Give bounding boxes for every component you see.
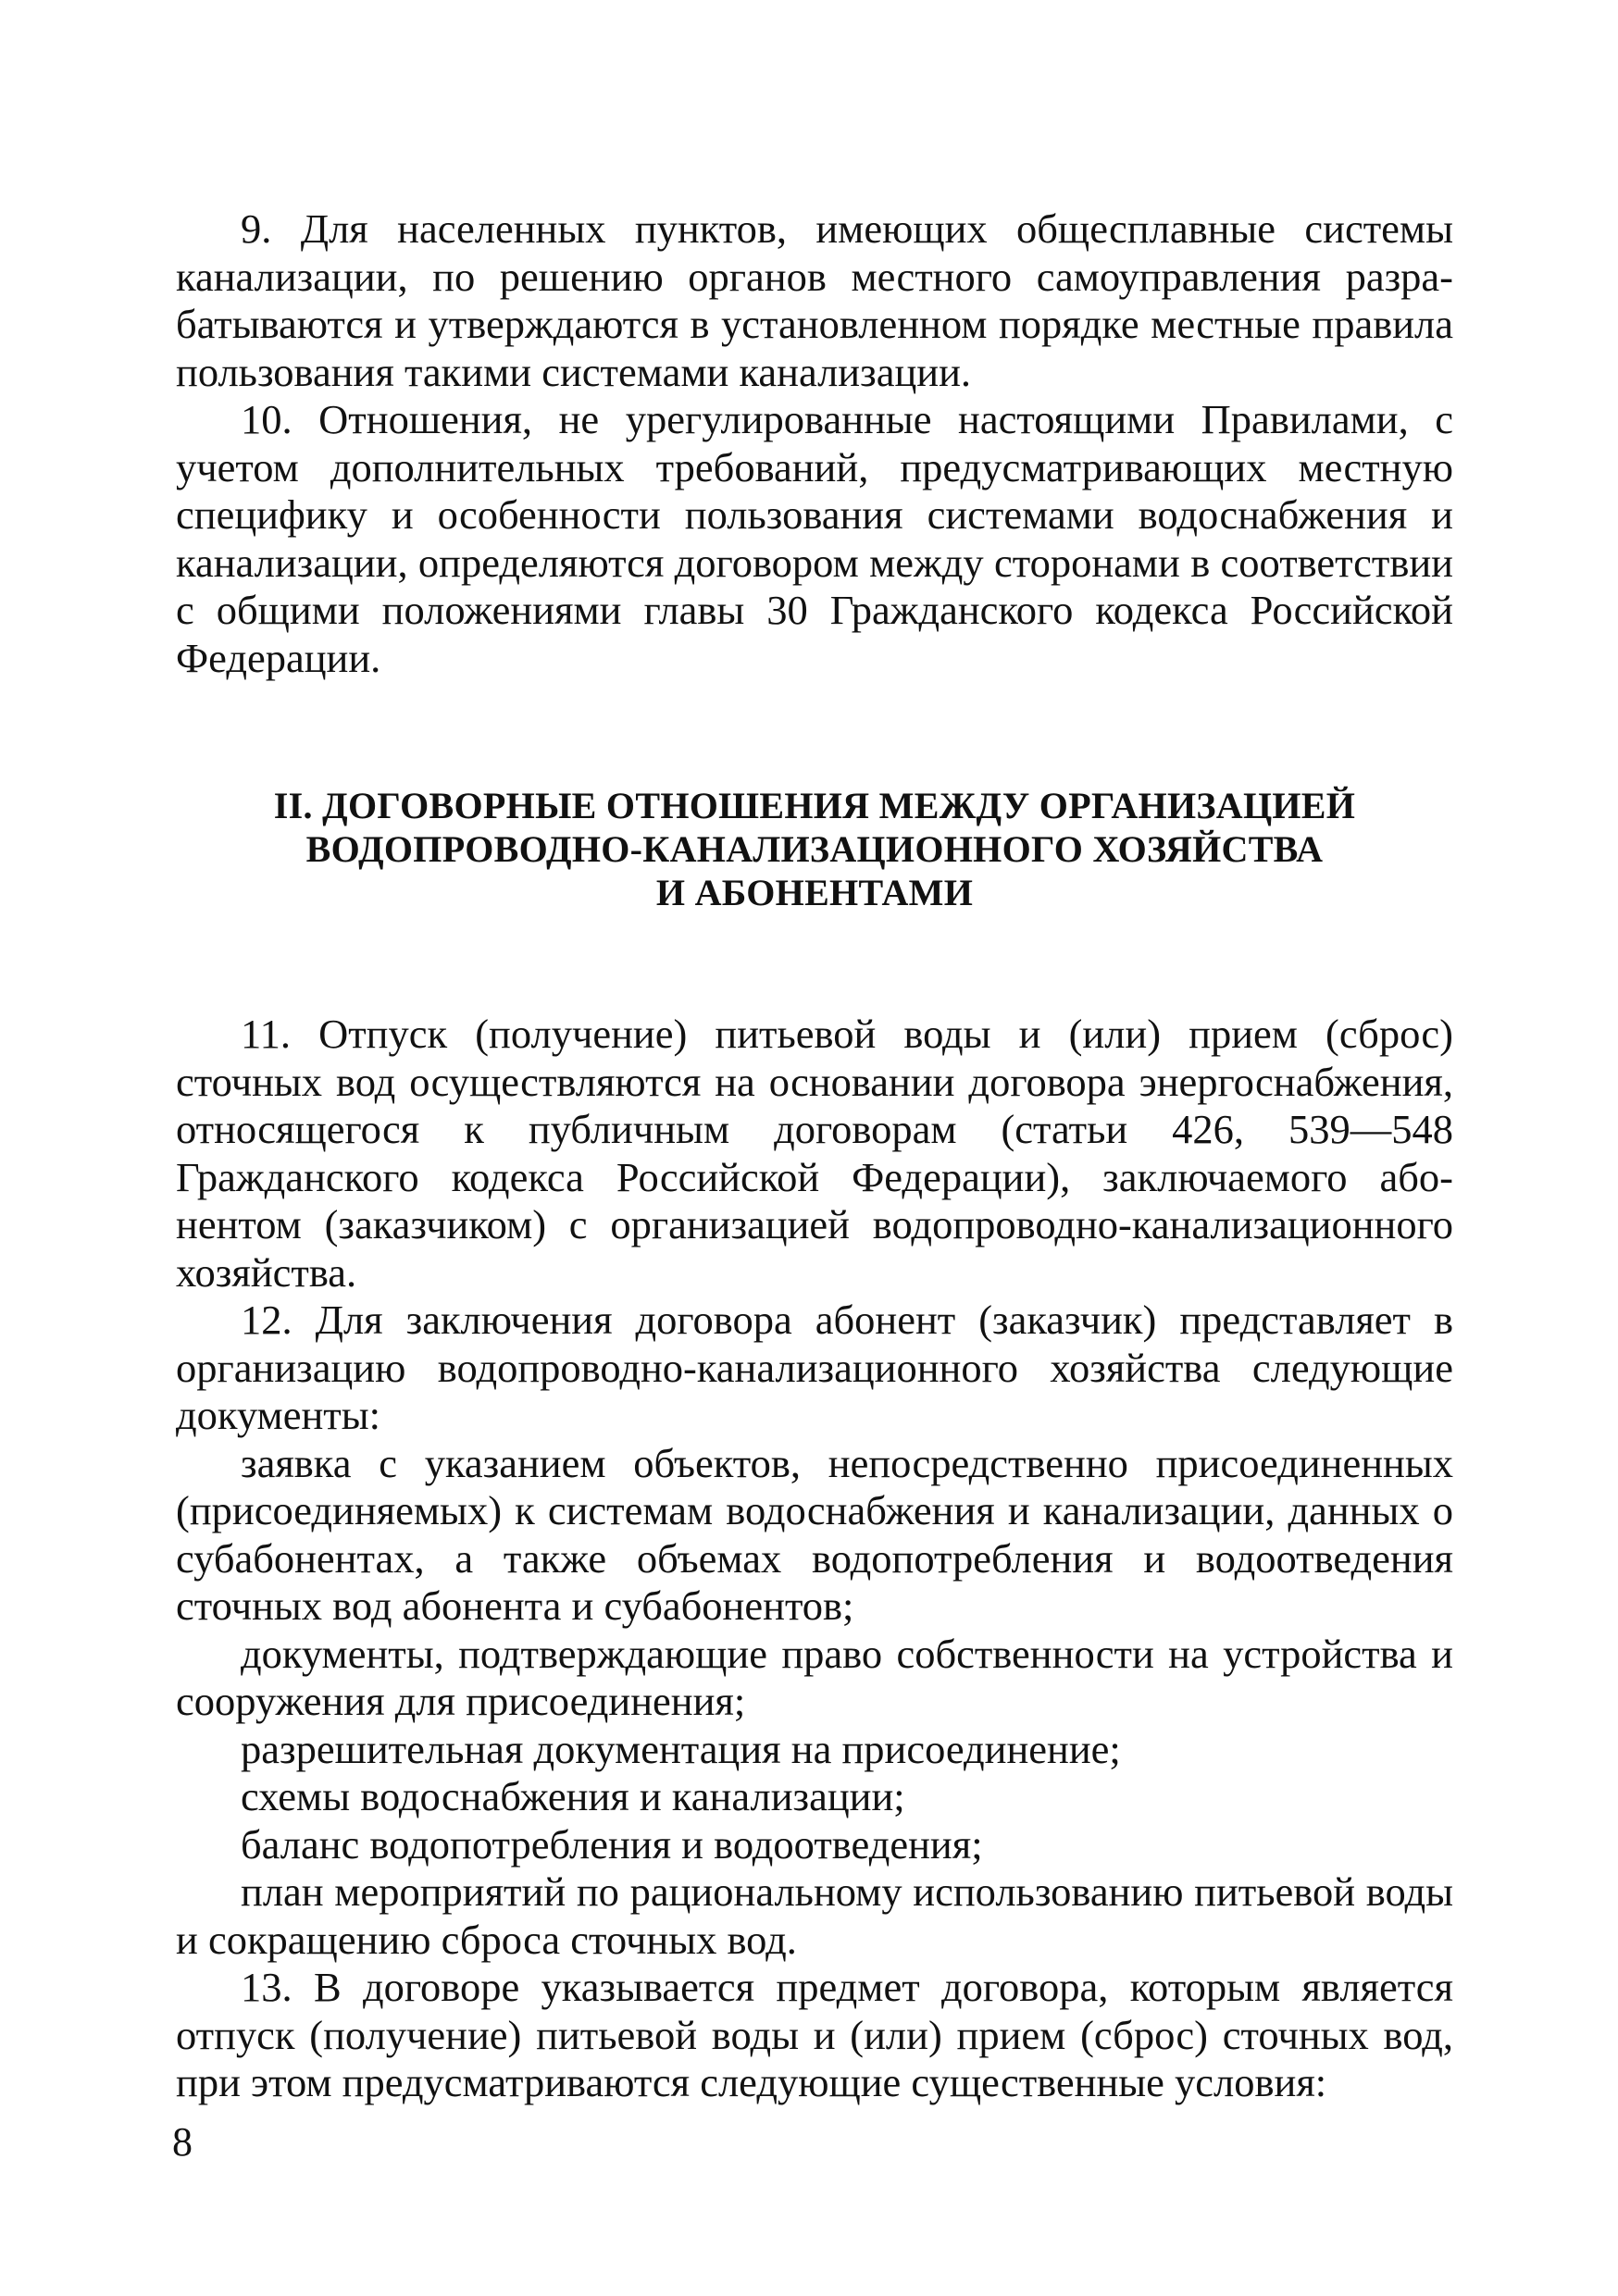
page-number: 8 — [172, 2119, 193, 2165]
section-heading — [176, 784, 1453, 914]
paragraph-9: 9. Для населенных пунктов, имеющих общесплавные системы канализации, по решению органов местного самоуправления разрабатываются и утверждаются в установленном порядке местные правила пользования такими системами канализации. — [176, 205, 1453, 395]
document-page — [176, 205, 1453, 2107]
section-heading-line-2: ВОДОПРОВОДНО-КАНАЛИЗАЦИОННОГО ХОЗЯЙСТВА — [305, 828, 1324, 870]
list-item-ownership-documents: документы, подтверждающие право собственности на устройства и сооружения для присоединения; — [176, 1630, 1453, 1724]
list-item-schemes: схемы водоснабжения и канализации; — [241, 1773, 905, 1819]
section-heading-line-3: И АБОНЕНТАМИ — [655, 872, 974, 913]
paragraph-11: 11. Отпуск (получение) питьевой воды и (или) прием (сброс) сточных вод осуществляются на основании договора энергоснабжения, относящегося к публичным договорам (статьи 426, 539—548 Гражданского кодекса Российской Федерации), заключаемого абонентом (заказчиком) с организацией водопроводно-канализационного хозяйства. — [176, 1011, 1453, 1296]
list-item-application: заявка с указанием объектов, непосредственно присоединенных (присоединяемых) к системам водоснабжения и канализации, данных о субабонентах, а также объемах водопотребления и водоотведения сточных вод абонента и субабонентов; — [176, 1439, 1453, 1629]
list-item-permits: разрешительная документация на присоединение; — [241, 1725, 1121, 1772]
section-heading-line-1: II. ДОГОВОРНЫЕ ОТНОШЕНИЯ МЕЖДУ ОРГАНИЗАЦИЕЙ — [273, 785, 1356, 826]
paragraph-10: 10. Отношения, не урегулированные настоящими Правилами, с учетом дополнительных требований, предусматривающих местную специфику и особенности пользования системами водоснабжения и канализации, определяются договором между сторонами в соответствии с общими положениями главы 30 Гражданского кодекса Российской Федерации. — [176, 396, 1453, 681]
list-item-action-plan: план мероприятий по рациональному использованию питьевой воды и сокращению сброса сточных вод. — [176, 1868, 1453, 1963]
list-item-balance: баланс водопотребления и водоотведения; — [241, 1820, 983, 1868]
paragraph-12: 12. Для заключения договора абонент (заказчик) представляет в организацию водопроводно-канализационного хозяйства следующие документы: — [176, 1297, 1453, 1438]
paragraph-13: 13. В договоре указывается предмет договора, которым является отпуск (получение) питьевой воды и (или) прием (сброс) сточных вод, при этом предусматриваются следующие существенные условия: — [176, 1964, 1453, 2105]
